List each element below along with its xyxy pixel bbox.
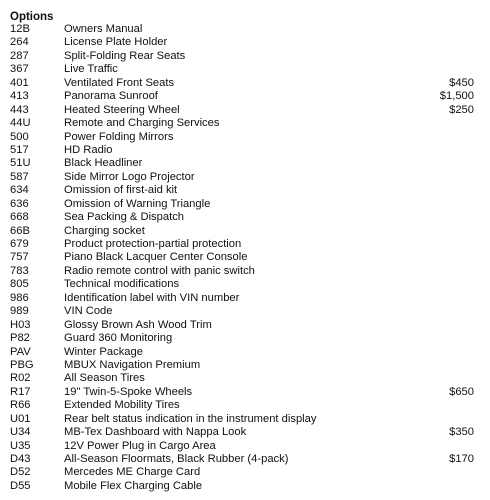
option-row bbox=[0, 372, 490, 385]
option-code: 443 bbox=[10, 103, 29, 116]
option-row bbox=[0, 480, 490, 493]
option-description: Extended Mobility Tires bbox=[64, 399, 180, 412]
option-row bbox=[0, 278, 490, 291]
option-description: MBUX Navigation Premium bbox=[64, 358, 201, 371]
option-row bbox=[0, 251, 490, 264]
option-row bbox=[0, 238, 490, 251]
option-code: D52 bbox=[10, 466, 31, 479]
option-row bbox=[0, 413, 490, 426]
option-row bbox=[0, 198, 490, 211]
option-code: P82 bbox=[10, 332, 30, 345]
option-description: Remote and Charging Services bbox=[64, 117, 220, 130]
option-description: MB-Tex Dashboard with Nappa Look bbox=[64, 426, 247, 439]
option-code: U01 bbox=[10, 412, 31, 425]
option-row bbox=[0, 131, 490, 144]
option-code: R66 bbox=[10, 399, 31, 412]
option-price: $350 bbox=[449, 426, 474, 439]
option-code: 367 bbox=[10, 63, 29, 76]
option-description: Radio remote control with panic switch bbox=[64, 264, 255, 277]
option-row bbox=[0, 63, 490, 76]
option-description: Omission of first-aid kit bbox=[64, 184, 178, 197]
option-code: PAV bbox=[10, 345, 31, 358]
option-description: Mercedes ME Charge Card bbox=[64, 466, 201, 479]
option-description: Power Folding Mirrors bbox=[64, 130, 174, 143]
option-code: 517 bbox=[10, 143, 29, 156]
option-code: PBG bbox=[10, 358, 34, 371]
option-code: D43 bbox=[10, 453, 31, 465]
option-row bbox=[0, 453, 490, 466]
option-description: Charging socket bbox=[64, 224, 145, 237]
options-list bbox=[0, 23, 490, 493]
option-row bbox=[0, 399, 490, 412]
option-row bbox=[0, 292, 490, 305]
option-code: 636 bbox=[10, 197, 29, 210]
option-row bbox=[0, 144, 490, 157]
option-code: 66B bbox=[10, 224, 30, 237]
option-description: Piano Black Lacquer Center Console bbox=[64, 251, 248, 264]
option-description: Ventilated Front Seats bbox=[64, 76, 175, 89]
option-description: Sea Packing & Dispatch bbox=[64, 211, 185, 224]
option-price: $1,500 bbox=[439, 90, 474, 103]
option-description: Live Traffic bbox=[64, 63, 118, 76]
option-code: H03 bbox=[10, 318, 31, 331]
option-description: All-Season Floormats, Black Rubber (4-pack) bbox=[64, 453, 289, 465]
option-price: $250 bbox=[449, 103, 474, 116]
option-row bbox=[0, 265, 490, 278]
option-row bbox=[0, 23, 490, 36]
option-description: Split-Folding Rear Seats bbox=[64, 49, 186, 62]
option-row bbox=[0, 171, 490, 184]
option-row bbox=[0, 440, 490, 453]
option-row bbox=[0, 184, 490, 197]
option-row bbox=[0, 305, 490, 318]
option-row bbox=[0, 211, 490, 224]
option-code: 500 bbox=[10, 130, 29, 143]
option-description: Rear belt status indication in the instrument display bbox=[64, 412, 317, 425]
option-row bbox=[0, 50, 490, 63]
option-code: 51U bbox=[10, 157, 31, 170]
option-code: 587 bbox=[10, 170, 29, 183]
option-code: 783 bbox=[10, 264, 29, 277]
option-price: $170 bbox=[449, 453, 474, 465]
option-code: U34 bbox=[10, 426, 31, 439]
option-row bbox=[0, 466, 490, 479]
option-description: All Season Tires bbox=[64, 372, 145, 385]
option-description: Identification label with VIN number bbox=[64, 291, 240, 304]
option-description: Guard 360 Monitoring bbox=[64, 332, 173, 345]
option-code: 757 bbox=[10, 251, 29, 264]
option-code: 287 bbox=[10, 49, 29, 62]
option-price: $650 bbox=[449, 385, 474, 398]
option-code: R02 bbox=[10, 372, 31, 385]
option-row bbox=[0, 77, 490, 90]
option-description: Omission of Warning Triangle bbox=[64, 197, 211, 210]
option-code: U35 bbox=[10, 439, 31, 452]
option-description: HD Radio bbox=[64, 143, 113, 156]
option-row bbox=[0, 90, 490, 103]
option-description: Technical modifications bbox=[64, 278, 180, 291]
option-description: Panorama Sunroof bbox=[64, 90, 158, 103]
option-description: 19" Twin-5-Spoke Wheels bbox=[64, 385, 193, 398]
option-description: Black Headliner bbox=[64, 157, 143, 170]
option-code: R17 bbox=[10, 385, 31, 398]
option-description: Side Mirror Logo Projector bbox=[64, 170, 195, 183]
options-heading: Options bbox=[10, 11, 54, 23]
option-row bbox=[0, 359, 490, 372]
option-code: 986 bbox=[10, 291, 29, 304]
option-row bbox=[0, 225, 490, 238]
option-code: 634 bbox=[10, 184, 29, 197]
option-description: VIN Code bbox=[64, 305, 113, 318]
option-price: $450 bbox=[449, 76, 474, 89]
option-row bbox=[0, 157, 490, 170]
option-description: 12V Power Plug in Cargo Area bbox=[64, 439, 216, 452]
option-row bbox=[0, 104, 490, 117]
option-row bbox=[0, 117, 490, 130]
option-code: D55 bbox=[10, 479, 31, 492]
option-code: 12B bbox=[10, 23, 30, 35]
option-code: 44U bbox=[10, 117, 31, 130]
option-code: 413 bbox=[10, 90, 29, 103]
option-description: Mobile Flex Charging Cable bbox=[64, 479, 203, 492]
option-code: 668 bbox=[10, 211, 29, 224]
option-description: Winter Package bbox=[64, 345, 143, 358]
option-code: 805 bbox=[10, 278, 29, 291]
option-description: Owners Manual bbox=[64, 23, 143, 35]
option-description: Heated Steering Wheel bbox=[64, 103, 180, 116]
option-code: 989 bbox=[10, 305, 29, 318]
option-description: License Plate Holder bbox=[64, 36, 168, 49]
option-description: Product protection-partial protection bbox=[64, 238, 242, 250]
option-description: Glossy Brown Ash Wood Trim bbox=[64, 318, 212, 331]
option-row bbox=[0, 426, 490, 439]
option-row bbox=[0, 332, 490, 345]
option-row bbox=[0, 386, 490, 399]
option-code: 679 bbox=[10, 238, 29, 250]
option-code: 401 bbox=[10, 76, 29, 89]
option-row bbox=[0, 319, 490, 332]
option-row bbox=[0, 346, 490, 359]
option-row bbox=[0, 36, 490, 49]
option-code: 264 bbox=[10, 36, 29, 49]
